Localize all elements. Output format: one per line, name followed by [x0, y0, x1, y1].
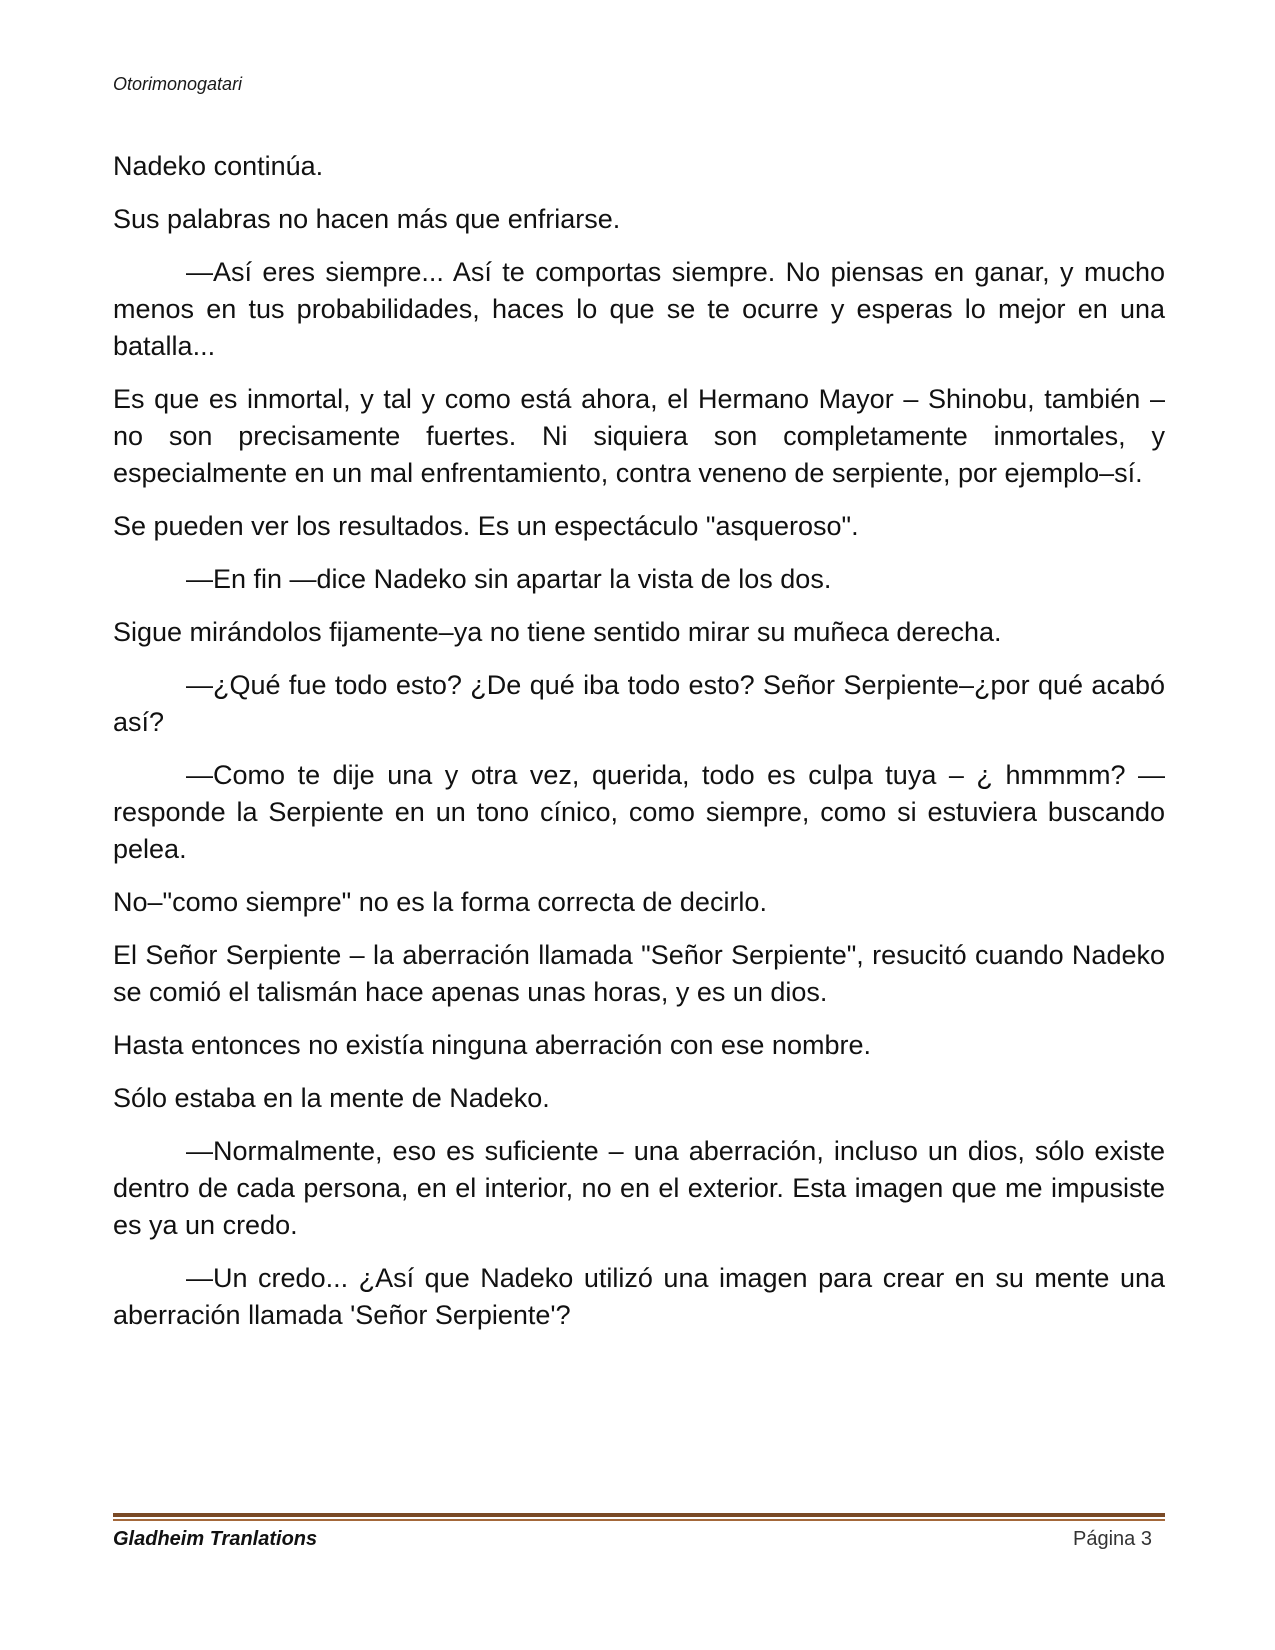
paragraph: El Señor Serpiente – la aberración llamada "Señor Serpiente", resucitó cuando Nadeko se comió el talismán hace apenas unas horas, y es un dios.	[113, 940, 1165, 1007]
page-number: Página 3	[1073, 1528, 1152, 1550]
dialogue-paragraph: —Un credo... ¿Así que Nadeko utilizó una imagen para crear en su mente una aberración llamada 'Señor Serpiente'?	[113, 1263, 1165, 1330]
dialogue-paragraph: —¿Qué fue todo esto? ¿De qué iba todo esto? Señor Serpiente–¿por qué acabó así?	[113, 670, 1165, 737]
paragraph: Es que es inmortal, y tal y como está ahora, el Hermano Mayor – Shinobu, también – no son precisamente fuertes. Ni siquiera son completamente inmortales, y especialmente en un mal enfrentamiento, contra veneno de serpiente, por ejemplo–sí.	[113, 384, 1165, 488]
dialogue-paragraph: —Así eres siempre... Así te comportas siempre. No piensas en ganar, y mucho menos en tus probabilidades, haces lo que se te ocurre y esperas lo mejor en una batalla...	[113, 257, 1165, 361]
running-header: Otorimonogatari	[113, 74, 243, 94]
paragraph: Hasta entonces no existía ninguna aberración con ese nombre.	[113, 1030, 871, 1060]
footer-rule-thick	[113, 1513, 1165, 1517]
paragraph: Sigue mirándolos fijamente–ya no tiene sentido mirar su muñeca derecha.	[113, 617, 1002, 647]
dialogue-paragraph: —Normalmente, eso es suficiente – una aberración, incluso un dios, sólo existe dentro de cada persona, en el interior, no en el exterior. Esta imagen que me impusiste es ya un credo.	[113, 1136, 1165, 1240]
paragraph: Nadeko continúa.	[113, 151, 324, 181]
dialogue-paragraph: —En fin —dice Nadeko sin apartar la vista de los dos.	[186, 564, 832, 594]
paragraph: Se pueden ver los resultados. Es un espectáculo "asqueroso".	[113, 511, 859, 541]
page-body	[113, 148, 1165, 1350]
paragraph: Sólo estaba en la mente de Nadeko.	[113, 1083, 550, 1113]
footer-rule-thin	[113, 1519, 1165, 1521]
paragraph: Sus palabras no hacen más que enfriarse.	[113, 204, 621, 234]
footer-publisher: Gladheim Tranlations	[113, 1528, 318, 1550]
dialogue-paragraph: —Como te dije una y otra vez, querida, todo es culpa tuya – ¿ hmmmm? —responde la Serpiente en un tono cínico, como siempre, como si estuviera buscando pelea.	[113, 760, 1165, 864]
paragraph: No–"como siempre" no es la forma correcta de decirlo.	[113, 887, 767, 917]
